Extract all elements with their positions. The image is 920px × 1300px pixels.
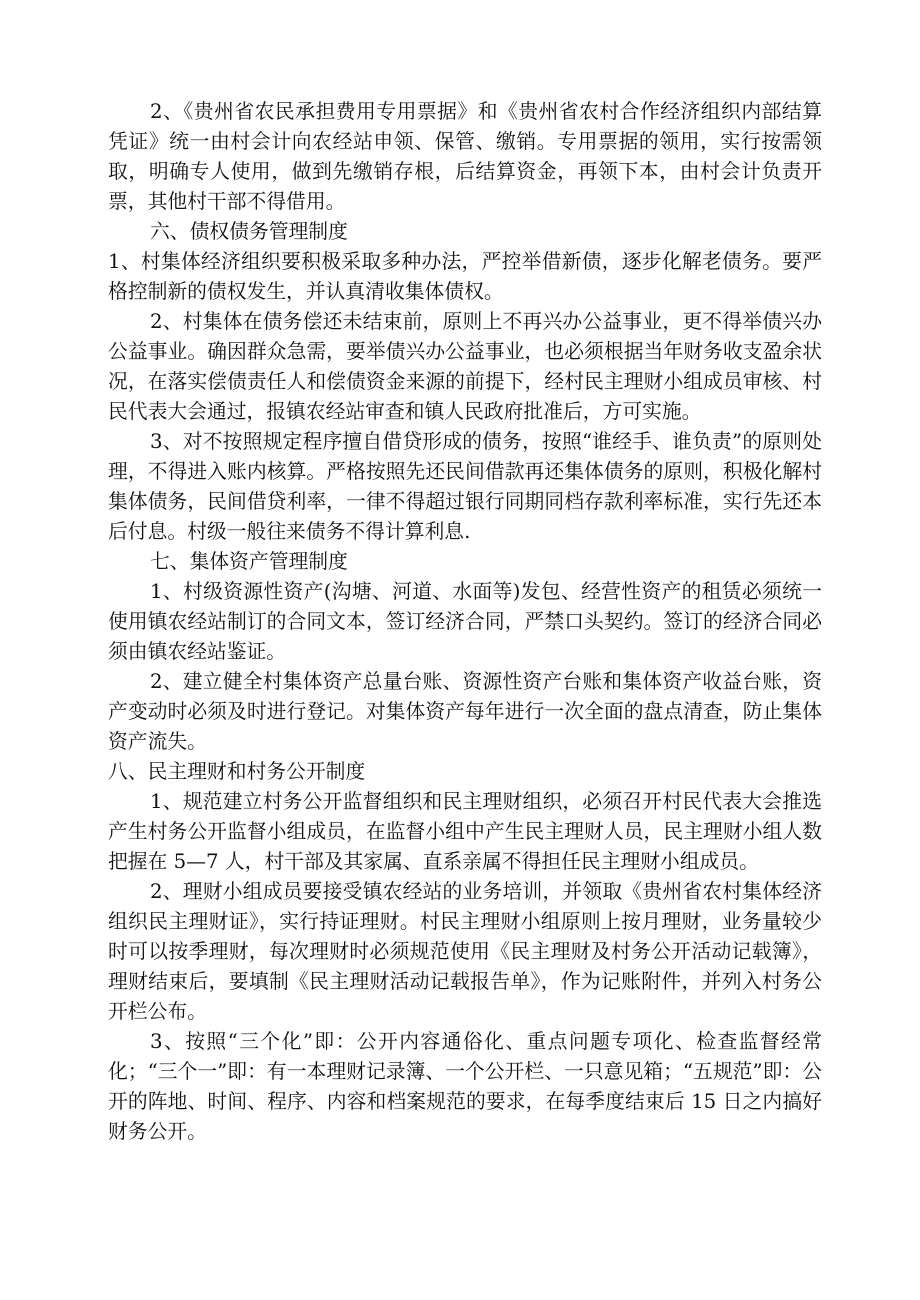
document-page: [108, 97, 822, 1147]
section-heading-7: 七、集体资产管理制度: [150, 550, 348, 573]
paragraph-bills: 2、《贵州省农民承担费用专用票据》和《贵州省农村合作经济组织内部结算凭证》统一由村会计向农经站申领、保管、缴销。专用票据的领用，实行按需领取，明确专人使用，做到先缴销存根，后结算资金，再领下本，由村会计负责开票，其他村干部不得借用。: [108, 100, 822, 213]
paragraph-democracy-2: 2、理财小组成员要接受镇农经站的业务培训，并领取《贵州省农村集体经济组织民主理财证》，实行持证理财。村民主理财小组原则上按月理财，业务量较少时可以按季理财，每次理财时必须规范使用《民主理财及村务公开活动记载簿》，理财结束后，要填制《民主理财活动记载报告单》，作为记账附件，并列入村务公开栏公布。: [108, 880, 822, 1023]
paragraph-assets-2: 2、建立健全村集体资产总量台账、资源性资产台账和集体资产收益台账，资产变动时必须及时进行登记。对集体资产每年进行一次全面的盘点清查，防止集体资产流失。: [108, 670, 822, 753]
paragraph-debt-3: 3、对不按照规定程序擅自借贷形成的债务，按照“谁经手、谁负责”的原则处理，不得进入账内核算。严格按照先还民间借款再还集体债务的原则，积极化解村集体债务，民间借贷利率，一律不得超过银行同期同档存款利率标准，实行先还本后付息。村级一般往来债务不得计算利息.: [108, 430, 822, 543]
paragraph-debt-2: 2、村集体在债务偿还未结束前，原则上不再兴办公益事业，更不得举债兴办公益事业。确因群众急需，要举债兴办公益事业，也必须根据当年财务收支盈余状况，在落实偿债责任人和偿债资金来源的前提下，经村民主理财小组成员审核、村民代表大会通过，报镇农经站审查和镇人民政府批准后，方可实施。: [108, 310, 822, 423]
paragraph-debt-1: 1、村集体经济组织要积极采取多种办法，严控举借新债，逐步化解老债务。要严格控制新的债权发生，并认真清收集体债权。: [108, 250, 822, 303]
paragraph-democracy-1: 1、规范建立村务公开监督组织和民主理财组织，必须召开村民代表大会推选产生村务公开监督小组成员，在监督小组中产生民主理财人员，民主理财小组人数把握在 5—7 人，村干部及其家属、直系亲属不得担任民主理财小组成员。: [108, 790, 822, 873]
section-heading-8: 八、民主理财和村务公开制度: [108, 760, 366, 783]
paragraph-assets-1: 1、村级资源性资产(沟塘、河道、水面等)发包、经营性资产的租赁必须统一使用镇农经站制订的合同文本，签订经济合同，严禁口头契约。签订的经济合同必须由镇农经站鉴证。: [108, 580, 822, 663]
section-heading-6: 六、债权债务管理制度: [150, 220, 348, 243]
paragraph-democracy-3: 3、按照“三个化”即：公开内容通俗化、重点问题专项化、检查监督经常化；“三个一”即：有一本理财记录簿、一个公开栏、一只意见箱；“五规范”即：公开的阵地、时间、程序、内容和档案规范的要求，在每季度结束后 15 日之内搞好财务公开。: [108, 1030, 822, 1143]
